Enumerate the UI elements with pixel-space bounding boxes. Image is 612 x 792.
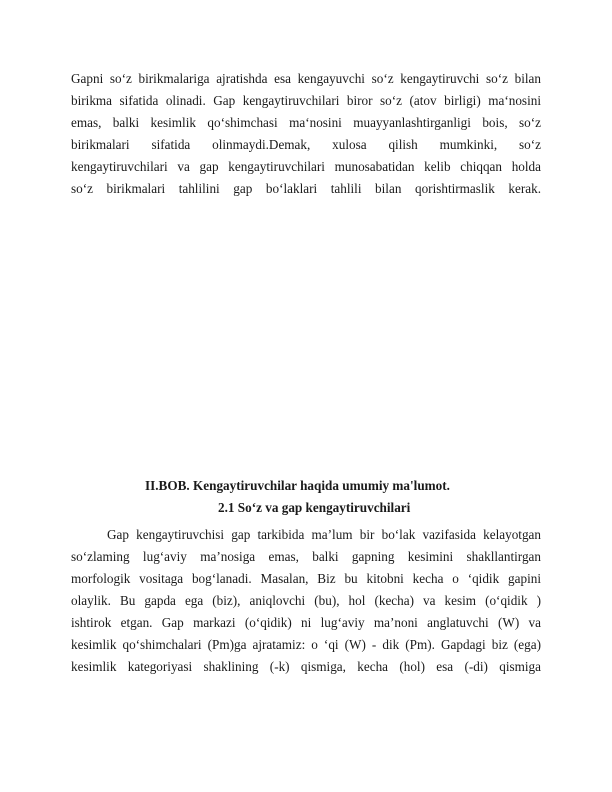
text-line: birikma sifatida olinadi. Gap kengaytiruvchilari biror so‘z (atov birligi) ma‘nosini — [71, 93, 541, 108]
text-line: kesimlik kategoriyasi shaklining (-k) qismiga, kecha (hol) esa (-di) qismiga — [71, 659, 541, 674]
text-line: so‘z birikmalari tahlilini gap bo‘laklari tahlili bilan qorishtirmaslik kerak. — [71, 181, 541, 196]
chapter-heading: II.BOB. Kengaytiruvchilar haqida umumiy ma'lumot. — [145, 478, 450, 493]
text-line: kengaytiruvchilari va gap kengaytiruvchilari munosabatidan kelib chiqqan holda — [71, 159, 541, 174]
text-line: ishtirok etgan. Gap markazi (o‘qidik) ni lug‘aviy ma’noni anglatuvchi (W) va — [71, 615, 541, 630]
text-line: olaylik. Bu gapda ega (biz), aniqlovchi (bu), hol (kecha) va kesim (o‘qidik ) — [71, 593, 541, 608]
text-line: Gapni so‘z birikmalariga ajratishda esa kengayuvchi so‘z kengaytiruvchi so‘z bilan — [71, 71, 541, 86]
section-heading: 2.1 So‘z va gap kengaytiruvchilari — [218, 500, 411, 515]
text-line: birikmalari sifatida olinmaydi.Demak, xulosa qilish mumkinki, so‘z — [71, 137, 541, 152]
text-line: emas, balki kesimlik qo‘shimchasi ma‘nosini muayyanlashtirganligi bois, so‘z — [71, 115, 541, 130]
paragraph-section — [71, 524, 541, 678]
text-line: Gap kengaytiruvchisi gap tarkibida ma’lum bir bo‘lak vazifasida kelayotgan — [107, 527, 541, 542]
text-line: morfologik vositaga bog‘lanadi. Masalan, Biz bu kitobni kecha o ‘qidik gapini — [71, 571, 541, 586]
text-line: kesimlik qo‘shimchalari (Pm)ga ajratamiz: o ‘qi (W) - dik (Pm). Gapdagi biz (ega) — [71, 637, 541, 652]
text-line: so‘zlaming lug‘aviy ma’nosiga emas, balki gapning kesimini shakllantirgan — [71, 549, 541, 564]
paragraph-intro — [71, 68, 541, 200]
